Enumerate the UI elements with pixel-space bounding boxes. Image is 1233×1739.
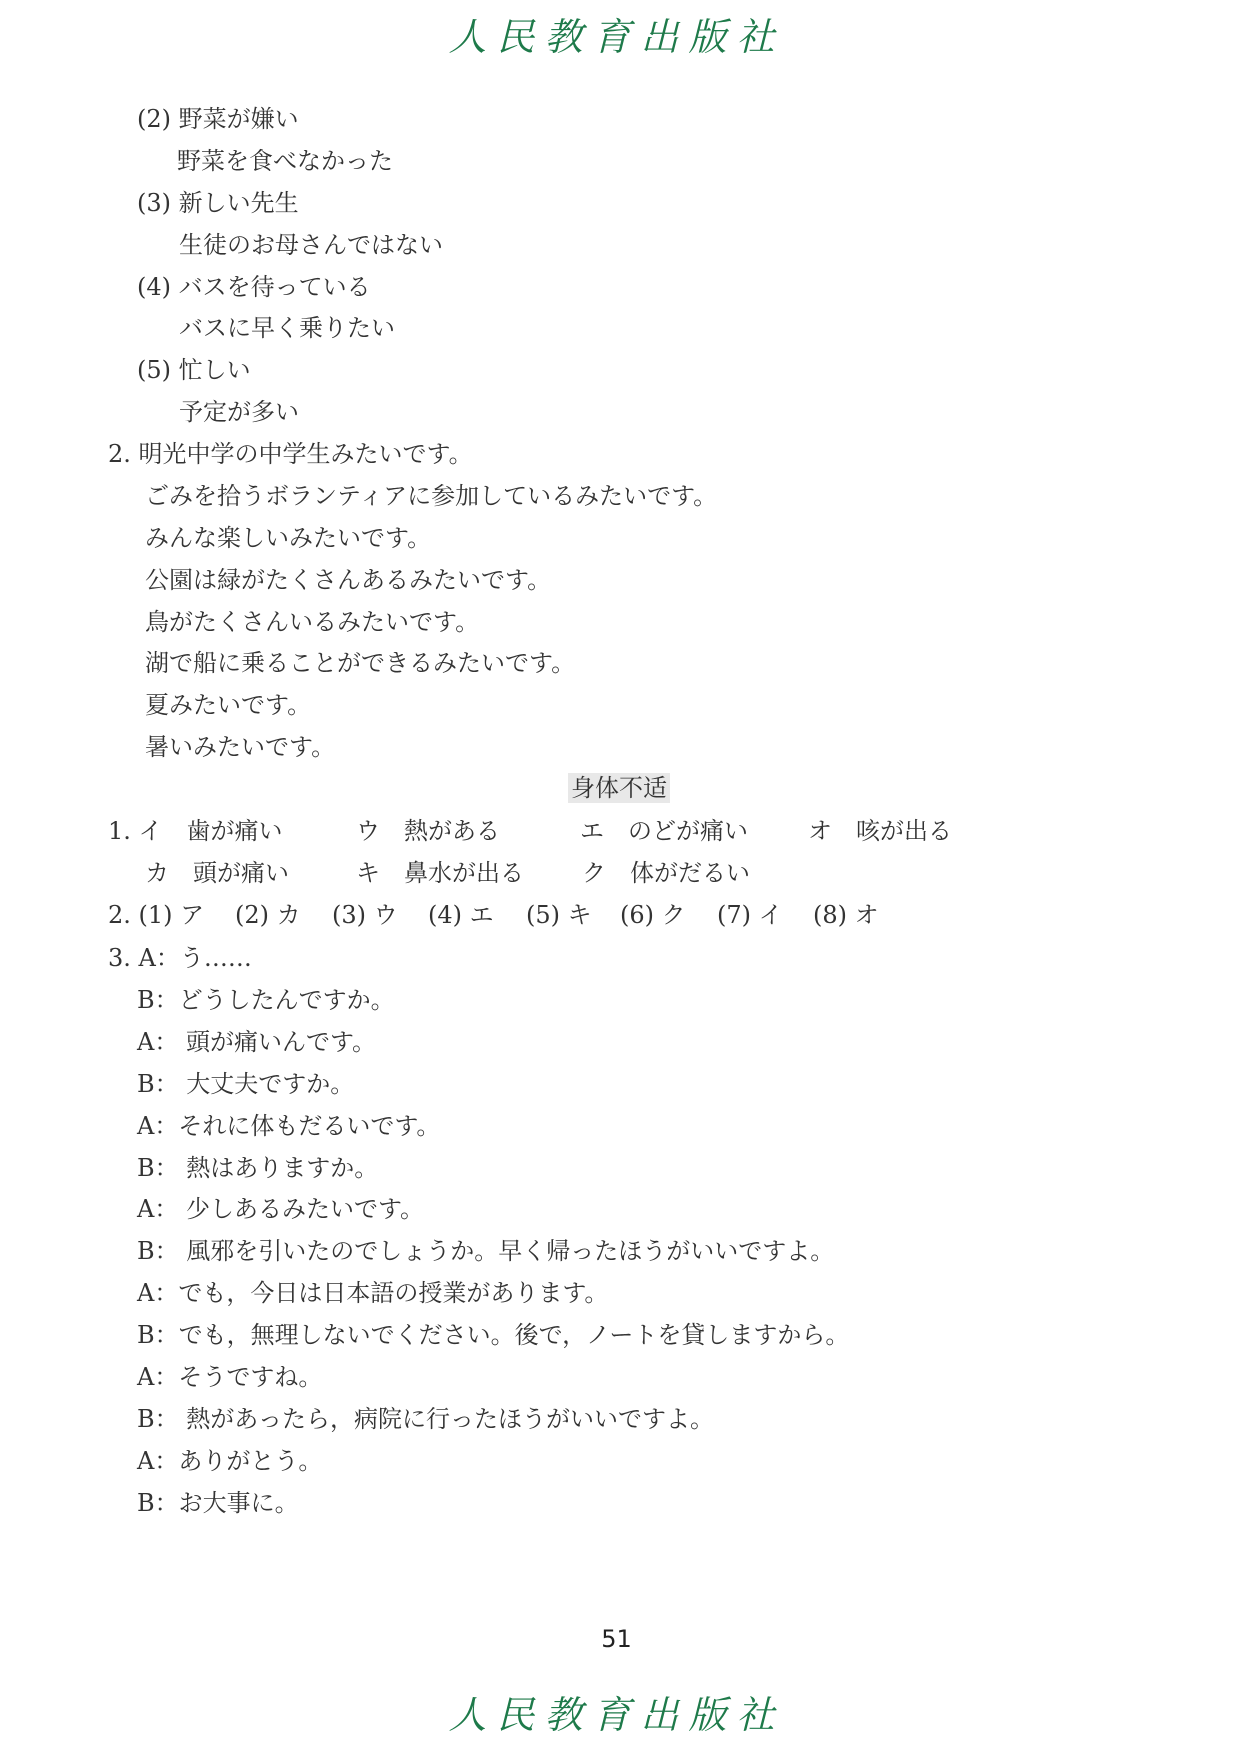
q2-answer: (3) ウ bbox=[332, 901, 398, 929]
q1-item: オ 咳が出る bbox=[808, 817, 952, 845]
q1-item: キ 鼻水が出る bbox=[356, 859, 524, 887]
dialogue-line: B： 熱があったら，病院に行ったほうがいいですよ。 bbox=[137, 1405, 715, 1433]
section-title: 身体不适 bbox=[568, 773, 670, 803]
q1-item: ウ 熱がある bbox=[356, 817, 500, 845]
publisher-logo-bottom: 人民教育出版社 bbox=[448, 1693, 785, 1737]
answer-line: バスに早く乗りたい bbox=[179, 314, 395, 342]
q2-answer: 2. (1) ア bbox=[108, 901, 205, 929]
q1-item: 1. イ 歯が痛い bbox=[108, 817, 283, 845]
q2-answer: (5) キ bbox=[526, 901, 592, 929]
dialogue-line: A： 頭が痛いんです。 bbox=[137, 1028, 377, 1056]
answer-line: (5) 忙しい bbox=[137, 356, 251, 384]
answer-line: (3) 新しい先生 bbox=[137, 189, 299, 217]
answer-line: (4) バスを待っている bbox=[137, 273, 371, 301]
answer-line: 鳥がたくさんいるみたいです。 bbox=[145, 608, 480, 636]
answer-line: 生徒のお母さんではない bbox=[179, 231, 443, 259]
answer-line: 2. 明光中学の中学生みたいです。 bbox=[108, 440, 473, 468]
answer-line: 暑いみたいです。 bbox=[145, 733, 336, 761]
q1-item: カ 頭が痛い bbox=[145, 859, 289, 887]
answer-line: ごみを拾うボランティアに参加しているみたいです。 bbox=[145, 482, 718, 510]
dialogue-line: A：ありがとう。 bbox=[137, 1447, 323, 1475]
answer-line: 予定が多い bbox=[179, 398, 299, 426]
dialogue-line: A：そうですね。 bbox=[137, 1363, 323, 1391]
dialogue-line: B：でも，無理しないでください。後で，ノートを貸しますから。 bbox=[137, 1321, 850, 1349]
q1-item: エ のどが痛い bbox=[580, 817, 748, 845]
answer-line: みんな楽しいみたいです。 bbox=[145, 524, 432, 552]
page-number: 51 bbox=[601, 1625, 632, 1653]
answer-line: 公園は緑がたくさんあるみたいです。 bbox=[145, 566, 552, 594]
dialogue-line: A：でも，今日は日本語の授業があります。 bbox=[137, 1279, 609, 1307]
dialogue-line: A：それに体もだるいです。 bbox=[137, 1112, 441, 1140]
answer-line: 野菜を食べなかった bbox=[177, 147, 393, 175]
q2-answer: (4) エ bbox=[428, 901, 494, 929]
dialogue-line: A： 少しあるみたいです。 bbox=[137, 1195, 425, 1223]
dialogue-line: B： 熱はありますか。 bbox=[137, 1154, 379, 1182]
dialogue-line: B： 風邪を引いたのでしょうか。早く帰ったほうがいいですよ。 bbox=[137, 1237, 835, 1265]
q1-item: ク 体がだるい bbox=[582, 859, 750, 887]
q2-answer: (6) ク bbox=[620, 901, 686, 929]
answer-line: 夏みたいです。 bbox=[145, 691, 312, 719]
dialogue-line: B：どうしたんですか。 bbox=[137, 986, 395, 1014]
answer-line: (2) 野菜が嫌い bbox=[137, 105, 299, 133]
q2-answer: (2) カ bbox=[235, 901, 301, 929]
q2-answer: (7) イ bbox=[717, 901, 783, 929]
dialogue-line: B： 大丈夫ですか。 bbox=[137, 1070, 355, 1098]
dialogue-line: 3. A：う…… bbox=[108, 944, 252, 972]
q2-answer: (8) オ bbox=[813, 901, 879, 929]
dialogue-line: B：お大事に。 bbox=[137, 1489, 299, 1517]
publisher-logo-top: 人民教育出版社 bbox=[448, 15, 785, 59]
answer-line: 湖で船に乗ることができるみたいです。 bbox=[145, 649, 576, 677]
